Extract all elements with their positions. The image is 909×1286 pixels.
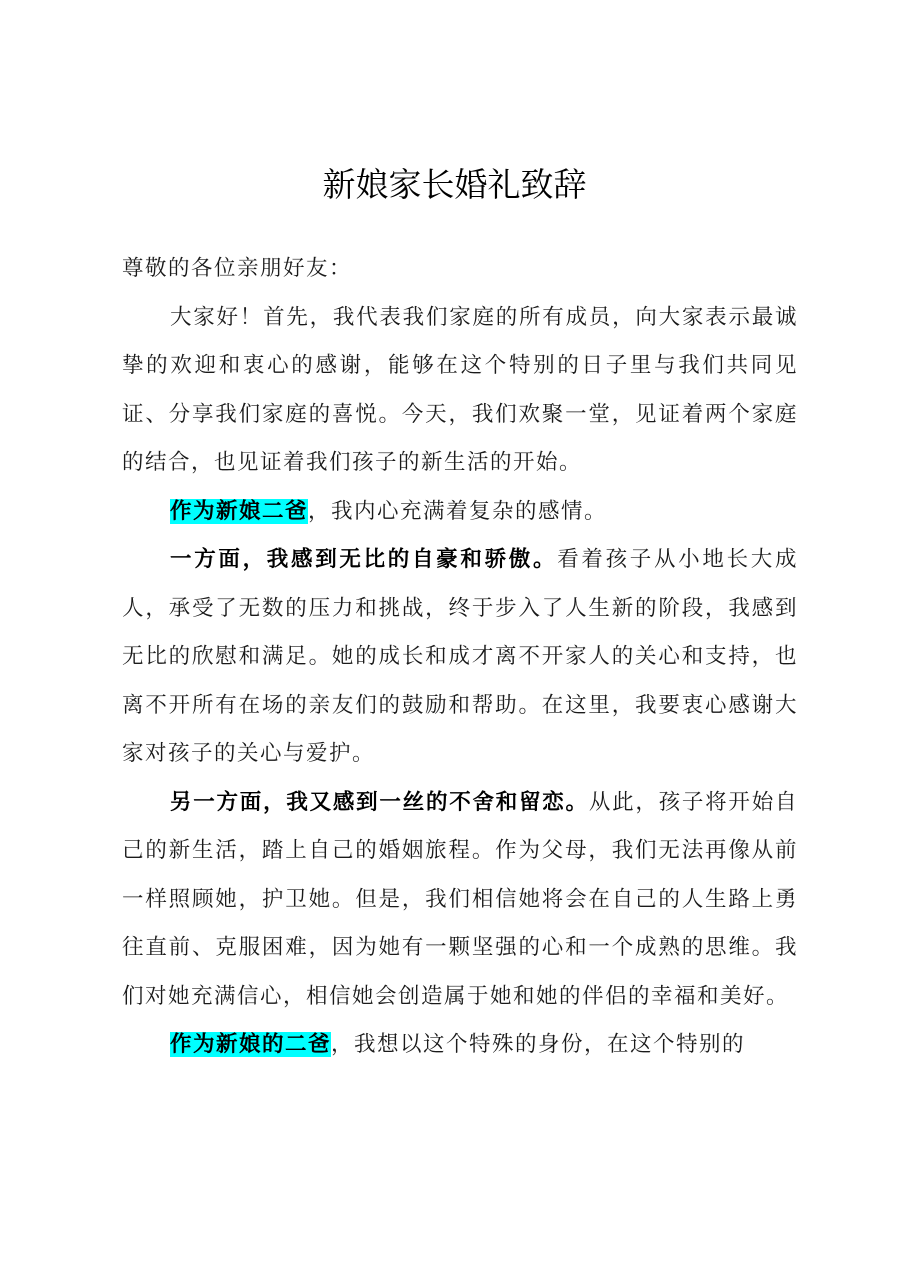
paragraph-4 (122, 779, 798, 1022)
document-title: 新娘家长婚礼致辞 (322, 165, 587, 204)
salutation: 尊敬的各位亲朋好友： (122, 256, 353, 281)
paragraph-text: 大家好！首先，我代表我们家庭的所有成员，向大家表示最诚挚的欢迎和衷心的感谢，能够在这个特别的日子里与我们共同见证、分享我们家庭的喜悦。今天，我们欢聚一堂，见证着两个家庭的结合，也见证着我们孩子的新生活的开始。 (122, 304, 798, 475)
bold-lead: 一方面，我感到无比的自豪和骄傲。 (170, 547, 558, 572)
paragraph-1 (122, 294, 798, 488)
paragraph-text: 看着孩子从小地长大成人，承受了无数的压力和挑战，终于步入了人生新的阶段，我感到无比的欣慰和满足。她的成长和成才离不开家人的关心和支持，也离不开所有在场的亲友们的鼓励和帮助。在这里，我要衷心感谢大家对孩子的关心与爱护。 (122, 547, 798, 766)
document-body (122, 245, 798, 1070)
highlighted-phrase: 作为新娘二爸 (170, 498, 309, 524)
paragraph-5 (122, 1021, 798, 1070)
paragraph-text: ，我内心充满着复杂的感情。 (308, 498, 608, 524)
paragraph-text: 从此，孩子将开始自己的新生活，踏上自己的婚姻旅程。作为父母，我们无法再像从前一样照顾她，护卫她。但是，我们相信她将会在自己的人生路上勇往直前、克服困难，因为她有一颗坚强的心和一个成熟的思维。我们对她充满信心，相信她会创造属于她和她的伴侣的幸福和美好。 (122, 789, 798, 1009)
paragraph-2 (122, 488, 798, 537)
highlighted-phrase: 作为新娘的二爸 (170, 1032, 332, 1057)
paragraph-text: ，我想以这个特殊的身份，在这个特别的 (331, 1032, 746, 1057)
bold-lead: 另一方面，我又感到一丝的不舍和留恋。 (170, 789, 589, 815)
paragraph-3 (122, 536, 798, 779)
